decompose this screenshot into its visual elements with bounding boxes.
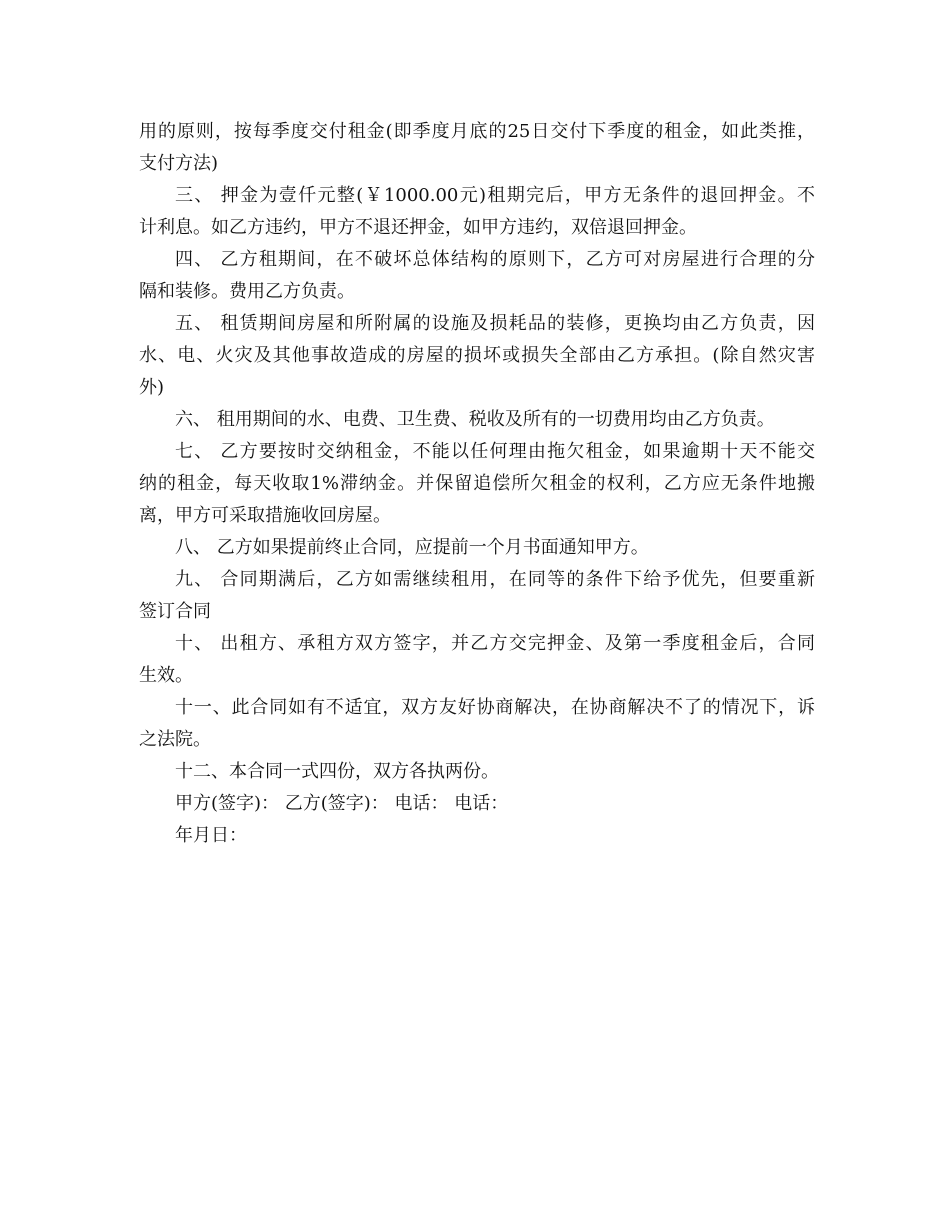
text-line: 计利息。如乙方违约，甲方不退还押金，如甲方违约，双倍退回押金。 xyxy=(139,217,697,238)
text-line: 隔和装修。费用乙方负责。 xyxy=(139,281,355,302)
clause-11-disputes xyxy=(139,692,815,756)
text-line: 用的原则，按每季度交付租金(即季度月底的25日交付下季度的租金，如此类推， xyxy=(139,121,815,142)
text-line: 八、 乙方如果提前终止合同，应提前一个月书面通知甲方。 xyxy=(175,537,649,558)
clause-12-copies xyxy=(139,756,815,788)
clause-8-termination xyxy=(139,532,815,564)
clause-5-maintenance xyxy=(139,308,815,404)
text-line: 支付方法) xyxy=(139,153,219,174)
clause-9-renewal xyxy=(139,564,815,628)
text-line: 五、 租赁期间房屋和所附属的设施及损耗品的装修，更换均由乙方负责，因 xyxy=(175,313,815,334)
text-line: 九、 合同期满后，乙方如需继续租用，在同等的条件下给予优先，但要重新 xyxy=(175,569,815,590)
text-line: 甲方(签字)： 乙方(签字)： 电话： 电话： xyxy=(175,793,509,814)
signature-line xyxy=(139,788,815,820)
text-line: 之法院。 xyxy=(139,729,211,750)
text-line: 七、 乙方要按时交纳租金，不能以任何理由拖欠租金，如果逾期十天不能交 xyxy=(175,441,815,462)
clause-3-deposit xyxy=(139,180,815,244)
text-line: 十一、此合同如有不适宜，双方友好协商解决，在协商解决不了的情况下，诉 xyxy=(175,697,815,718)
contract-body xyxy=(139,116,815,852)
text-line: 三、 押金为壹仟元整(￥1000.00元)租期完后，甲方无条件的退回押金。不 xyxy=(175,185,815,206)
text-line: 离，甲方可采取措施收回房屋。 xyxy=(139,505,391,526)
text-line: 纳的租金，每天收取1%滞纳金。并保留追偿所欠租金的权利，乙方应无条件地搬 xyxy=(139,473,815,494)
text-line: 六、 租用期间的水、电费、卫生费、税收及所有的一切费用均由乙方负责。 xyxy=(175,409,775,430)
text-line: 四、 乙方租期间，在不破坏总体结构的原则下，乙方可对房屋进行合理的分 xyxy=(175,249,815,270)
text-line: 签订合同 xyxy=(139,601,211,622)
text-line: 十二、本合同一式四份，双方各执两份。 xyxy=(175,761,499,782)
text-line: 生效。 xyxy=(139,665,193,686)
text-line: 水、电、火灾及其他事故造成的房屋的损坏或损失全部由乙方承担。(除自然灾害 xyxy=(139,345,815,366)
text-line: 十、 出租方、承租方双方签字，并乙方交完押金、及第一季度租金后，合同 xyxy=(175,633,815,654)
clause-7-late-payment xyxy=(139,436,815,532)
paragraph-payment-method xyxy=(139,116,815,180)
clause-4-renovation xyxy=(139,244,815,308)
clause-6-fees xyxy=(139,404,815,436)
text-line: 外) xyxy=(139,377,165,398)
clause-10-effective xyxy=(139,628,815,692)
text-line: 年月日： xyxy=(175,825,247,846)
date-line xyxy=(139,820,815,852)
